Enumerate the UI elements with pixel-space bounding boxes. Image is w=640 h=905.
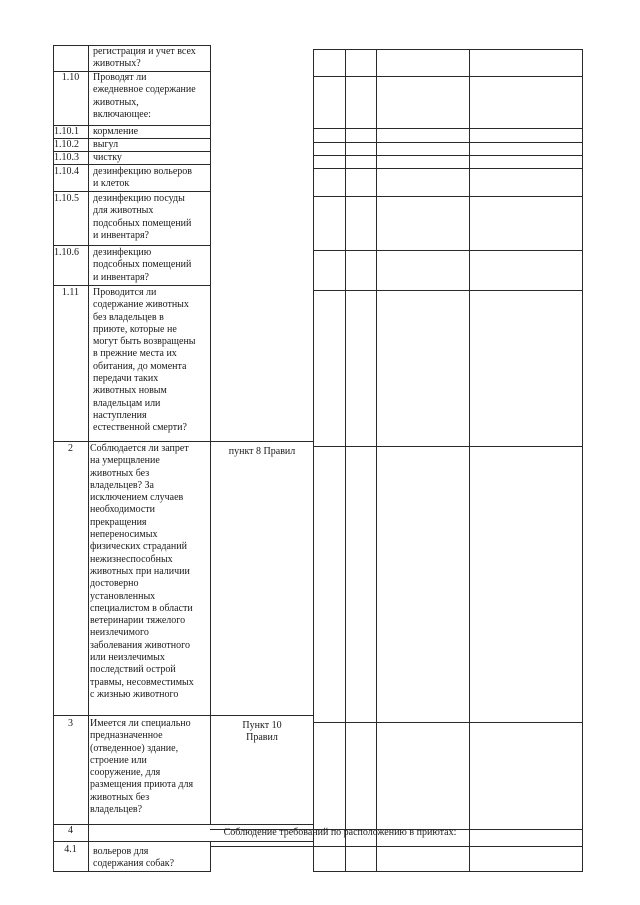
question-text: дезинфекцию вольеров и клеток <box>93 166 192 190</box>
row-number: 1.10.3 <box>54 152 79 163</box>
row-number: 1.10 <box>61 72 80 83</box>
row-number: 1.10.6 <box>54 247 79 258</box>
legal-reference: пункт 8 Правил <box>228 446 296 457</box>
question-text: вольеров для содержания собак? <box>93 846 175 870</box>
question-text: Проводится ли содержание животных без владельцев в приюте, которые не могут быть возвращены в прежние места их обитания, до момента передачи таких животных новым владельцам или наступления естественной смерти? <box>93 287 196 434</box>
row-number: 1.10.2 <box>54 139 79 150</box>
row-number: 1.10.1 <box>54 126 79 137</box>
question-text: Проводят ли ежедневное содержание животных, включающее: <box>93 72 196 120</box>
row-number: 4 <box>68 825 73 836</box>
row-number: 3 <box>68 718 73 729</box>
question-text: кормление <box>93 126 139 137</box>
question-text: Имеется ли специально предназначенное (отведенное) здание, строение или сооружение, для размещения приюта для животных без владельцев? <box>90 718 194 816</box>
question-text: чистку <box>93 152 122 163</box>
row-number: 2 <box>68 443 73 454</box>
question-text: Соблюдается ли запрет на умерщвление животных без владельцев? За исключением случаев необходимости прекращения непереносимых физических страданий нежизнеспособных животных при наличии достоверно установленных специалистом в области ветеринарии тяжелого неизлечимого заболевания животного или неизлечимых последствий острой травмы, несовместимых с жизнью животного <box>90 443 194 700</box>
row-number: 1.10.4 <box>54 166 79 177</box>
question-text: дезинфекцию посуды для животных подсобных помещений и инвентаря? <box>93 193 192 241</box>
question-text: выгул <box>93 139 119 150</box>
question-text: регистрация и учет всех животных? <box>93 46 196 70</box>
row-number: 4.1 <box>64 844 77 855</box>
row-number: 1.10.5 <box>54 193 79 204</box>
section-title: Соблюдение требований по расположению в приютах: <box>223 827 457 838</box>
question-text: дезинфекцию подсобных помещений и инвентаря? <box>93 247 192 283</box>
row-number: 1.11 <box>61 287 80 298</box>
legal-reference: Пункт 10 Правил <box>242 720 282 744</box>
